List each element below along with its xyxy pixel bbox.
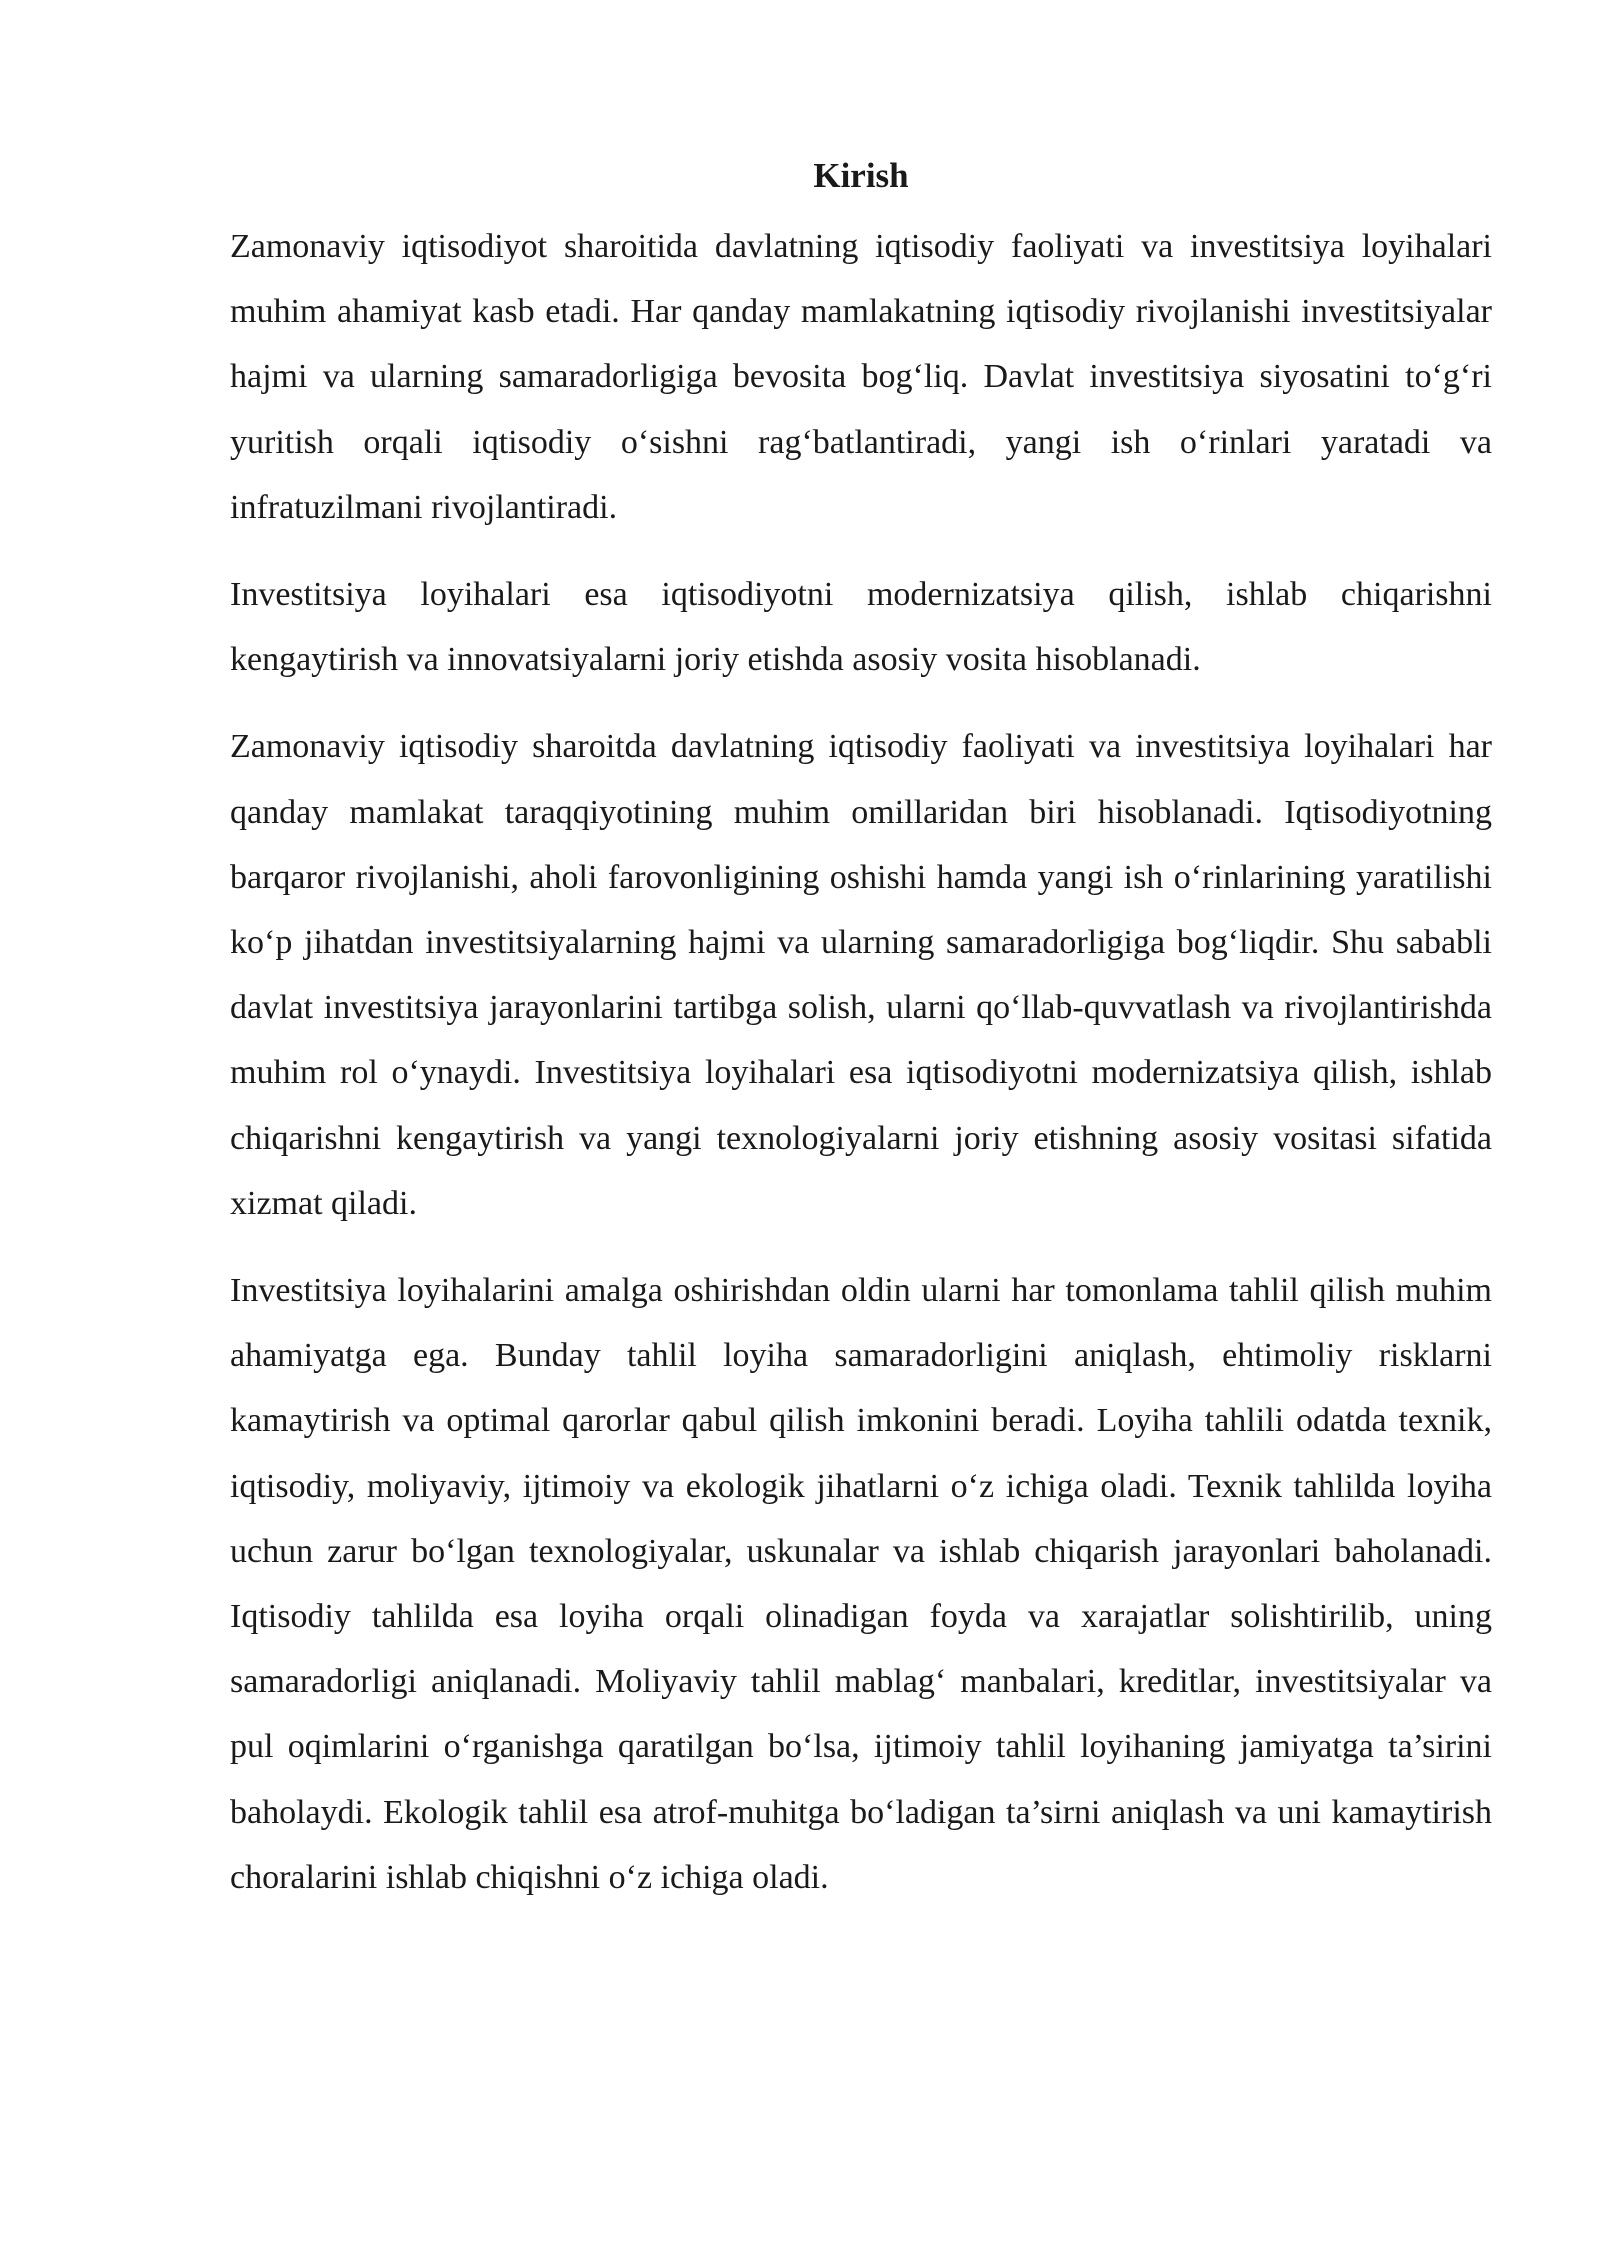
paragraph-2: Investitsiya loyihalari esa iqtisodiyotni modernizatsiya qilish, ishlab chiqarishni kengaytirish va innovatsiyalarni joriy etishda asosiy vosita hisoblanadi. (230, 576, 1492, 679)
document-title: Kirish (813, 156, 909, 195)
paragraph-4: Investitsiya loyihalarini amalga oshirishdan oldin ularni har tomonlama tahlil qilish muhim ahamiyatga ega. Bunday tahlil loyiha samaradorligini aniqlash, ehtimoliy risklarni kamaytirish va optimal qarorlar qabul qilish imkonini beradi. Loyiha tahlili odatda texnik, iqtisodiy, moliyaviy, ijtimoiy va ekologik jihatlarni o‘z ichiga oladi. Texnik tahlilda loyiha uchun zarur bo‘lgan texnologiyalar, uskunalar va ishlab chiqarish jarayonlari baholanadi. Iqtisodiy tahlilda esa loyiha orqali olinadigan foyda va xarajatlar solishtirilib, uning samaradorligi aniqlanadi. Moliyaviy tahlil mablag‘ manbalari, kreditlar, investitsiyalar va pul oqimlarini o‘rganishga qaratilgan bo‘lsa, ijtimoiy tahlil loyihaning jamiyatga ta’sirini baholaydi. Ekologik tahlil esa atrof-muhitga bo‘ladigan ta’sirni aniqlash va uni kamaytirish choralarini ishlab chiqishni o‘z ichiga oladi. (230, 1272, 1492, 1896)
paragraph-3: Zamonaviy iqtisodiy sharoitda davlatning iqtisodiy faoliyati va investitsiya loyihalari har qanday mamlakat taraqqiyotining muhim omillaridan biri hisoblanadi. Iqtisodiyotning barqaror rivojlanishi, aholi farovonligining oshishi hamda yangi ish o‘rinlarining yaratilishi ko‘p jihatdan investitsiyalarning hajmi va ularning samaradorligiga bog‘liqdir. Shu sababli davlat investitsiya jarayonlarini tartibga solish, ularni qo‘llab-quvvatlash va rivojlantirishda muhim rol o‘ynaydi. Investitsiya loyihalari esa iqtisodiyotni modernizatsiya qilish, ishlab chiqarishni kengaytirish va yangi texnologiyalarni joriy etishning asosiy vositasi sifatida xizmat qiladi. (230, 728, 1492, 1222)
document-page (230, 146, 1492, 1932)
paragraph-1: Zamonaviy iqtisodiyot sharoitida davlatning iqtisodiy faoliyati va investitsiya loyihalari muhim ahamiyat kasb etadi. Har qanday mamlakatning iqtisodiy rivojlanishi investitsiyalar hajmi va ularning samaradorligiga bevosita bog‘liq. Davlat investitsiya siyosatini to‘g‘ri yuritish orqali iqtisodiy o‘sishni rag‘batlantiradi, yangi ish o‘rinlari yaratadi va infratuzilmani rivojlantiradi. (230, 228, 1492, 526)
